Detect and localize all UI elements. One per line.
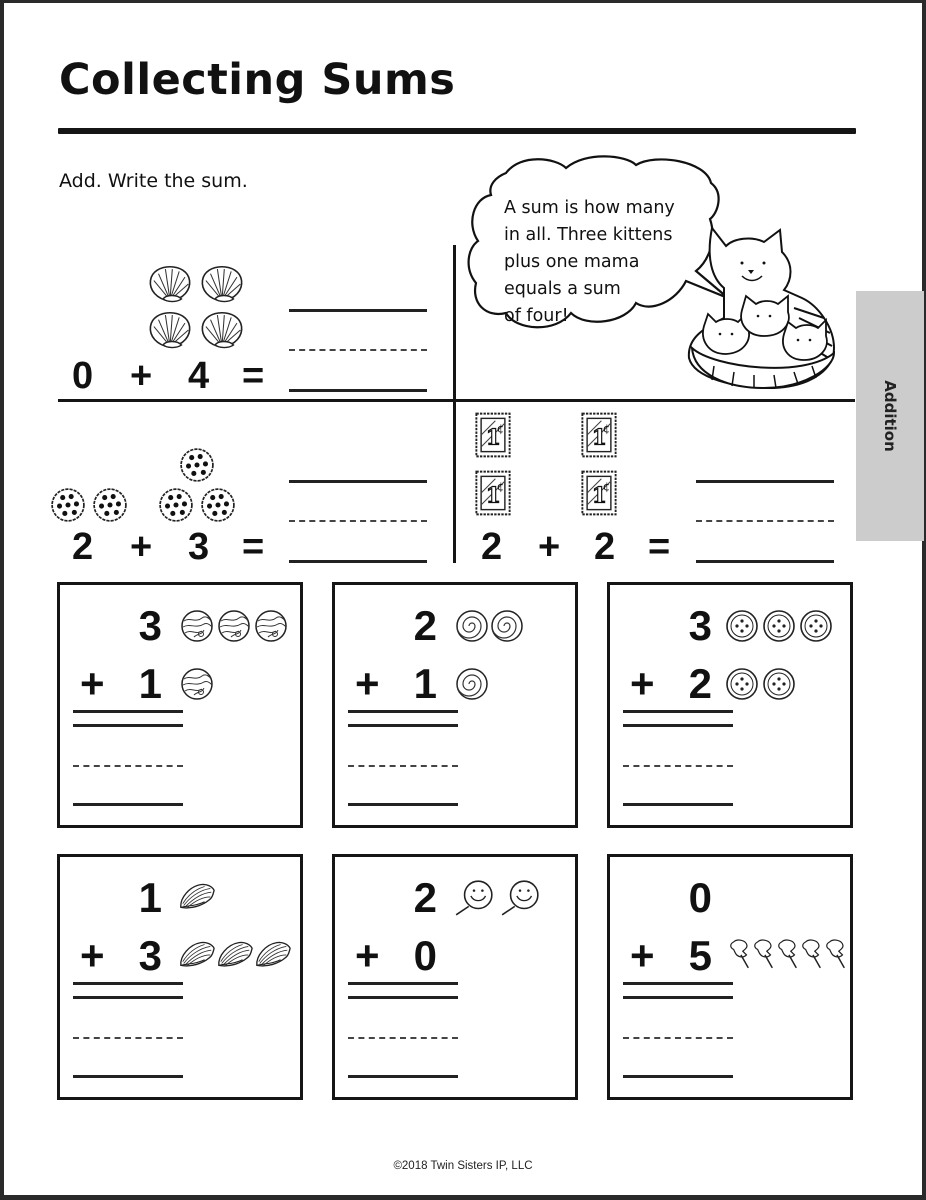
title-divider: [58, 128, 856, 134]
addend-b: 1: [413, 660, 437, 707]
addend-b-pictures: [725, 667, 796, 701]
speech-bubble-text: A sum is how many in all. Three kittens plus one mama equals a sum of four!: [504, 198, 675, 326]
smiley-lollipop-icon: [499, 879, 541, 917]
answer-line-top: [623, 996, 733, 999]
oyster-shell-icon: [178, 879, 216, 913]
mama-cat-with-three-kittens-icon: [684, 218, 854, 393]
plus-sign: +: [630, 932, 655, 979]
answer-line-mid: [289, 349, 427, 351]
section-divider-vertical: [453, 245, 456, 563]
addend-b: 4: [188, 355, 210, 397]
push-pin-icon: [728, 937, 752, 971]
answer-line-bottom[interactable]: [623, 1075, 733, 1078]
answer-line-mid: [348, 1037, 458, 1039]
problem-box-2: [332, 582, 578, 828]
addend-b-pictures: [180, 667, 214, 701]
answer-line-top: [348, 724, 458, 727]
addend-b: 3: [188, 526, 210, 568]
cookie-icon: [158, 487, 194, 523]
button-icon: [762, 667, 796, 701]
push-pin-icon: [776, 937, 800, 971]
answer-line-top: [696, 480, 834, 483]
scallop-shell-group: [147, 263, 247, 351]
answer-line-bottom[interactable]: [289, 560, 427, 563]
answer-line-bottom[interactable]: [73, 803, 183, 806]
instructions: Add. Write the sum.: [59, 170, 248, 192]
cookie-icon: [50, 487, 86, 523]
section-tab-label: Addition: [881, 380, 899, 452]
push-pin-icon: [752, 937, 776, 971]
addend-a: 3: [688, 602, 712, 649]
sum-bar: [73, 982, 183, 985]
scallop-shell-icon: [147, 309, 193, 351]
addend-b: 2: [688, 660, 712, 707]
answer-line-mid: [348, 765, 458, 767]
problem-box-6: [607, 854, 853, 1100]
addend-a: 2: [72, 526, 94, 568]
scallop-shell-icon: [147, 263, 193, 305]
addend-b-pictures: [728, 937, 848, 971]
answer-line-mid: [623, 765, 733, 767]
one-cent-stamp-icon: [580, 469, 618, 517]
answer-line-top: [623, 724, 733, 727]
swirl-candy-icon: [490, 609, 524, 643]
equals-sign: =: [648, 526, 671, 568]
one-cent-stamp-icon: [474, 411, 512, 459]
section-tab-addition: [856, 291, 924, 541]
addend-a-pictures: [725, 609, 833, 643]
plus-sign: +: [130, 526, 153, 568]
marble-icon: [180, 667, 214, 701]
addend-a-pictures: [455, 609, 524, 643]
plus-sign: +: [630, 660, 655, 707]
cookie-icon: [179, 447, 215, 483]
answer-line-top: [73, 724, 183, 727]
sum-bar: [73, 710, 183, 713]
addend-a: 2: [413, 874, 437, 921]
addend-b: 5: [688, 932, 712, 979]
answer-line-top: [289, 309, 427, 312]
page-title: Collecting Sums: [59, 55, 456, 105]
answer-line-bottom[interactable]: [696, 560, 834, 563]
smiley-lollipop-icon: [453, 879, 495, 917]
equals-sign: =: [242, 355, 265, 397]
push-pin-icon: [800, 937, 824, 971]
addend-a: 0: [72, 355, 94, 397]
equals-sign: =: [242, 526, 265, 568]
answer-line-mid: [289, 520, 427, 522]
sum-bar: [623, 710, 733, 713]
cookie-icon: [200, 487, 236, 523]
answer-line-bottom[interactable]: [623, 803, 733, 806]
problem-box-5: [332, 854, 578, 1100]
addend-a: 2: [413, 602, 437, 649]
oyster-shell-icon: [254, 937, 292, 971]
answer-line-top: [348, 996, 458, 999]
answer-line-top: [73, 996, 183, 999]
scallop-shell-icon: [199, 309, 245, 351]
plus-sign: +: [538, 526, 561, 568]
addend-b: 0: [413, 932, 437, 979]
marble-icon: [180, 609, 214, 643]
answer-line-mid: [696, 520, 834, 522]
addend-b: 1: [138, 660, 162, 707]
answer-line-bottom[interactable]: [348, 803, 458, 806]
addend-b: 2: [594, 526, 616, 568]
answer-line-bottom[interactable]: [348, 1075, 458, 1078]
answer-line-bottom[interactable]: [73, 1075, 183, 1078]
addend-a-pictures: [453, 879, 541, 917]
plus-sign: +: [80, 932, 105, 979]
sum-bar: [348, 710, 458, 713]
marble-icon: [254, 609, 288, 643]
push-pin-icon: [824, 937, 848, 971]
button-icon: [725, 609, 759, 643]
worksheet-page: [4, 3, 922, 1195]
button-icon: [762, 609, 796, 643]
button-icon: [799, 609, 833, 643]
answer-line-mid: [73, 1037, 183, 1039]
oyster-shell-icon: [216, 937, 254, 971]
scallop-shell-icon: [199, 263, 245, 305]
addend-a-pictures: [180, 609, 288, 643]
cookie-icon: [92, 487, 128, 523]
one-cent-stamp-icon: [474, 469, 512, 517]
plus-sign: +: [80, 660, 105, 707]
problem-box-1: [57, 582, 303, 828]
addend-b: 3: [138, 932, 162, 979]
addend-a: 0: [688, 874, 712, 921]
addend-a: 3: [138, 602, 162, 649]
addend-a-pictures: [178, 879, 216, 913]
plus-sign: +: [130, 355, 153, 397]
answer-line-top: [289, 480, 427, 483]
problem-box-3: [607, 582, 853, 828]
marble-icon: [217, 609, 251, 643]
answer-line-mid: [623, 1037, 733, 1039]
button-icon: [725, 667, 759, 701]
answer-line-mid: [73, 765, 183, 767]
oyster-shell-icon: [178, 937, 216, 971]
one-cent-stamp-icon: [580, 411, 618, 459]
problem-box-4: [57, 854, 303, 1100]
addend-b-pictures: [178, 937, 292, 971]
sum-bar: [348, 982, 458, 985]
answer-line-bottom[interactable]: [289, 389, 427, 392]
section-divider-horizontal: [58, 399, 855, 402]
sum-bar: [623, 982, 733, 985]
plus-sign: +: [355, 932, 380, 979]
swirl-candy-icon: [455, 609, 489, 643]
plus-sign: +: [355, 660, 380, 707]
addend-a: 1: [138, 874, 162, 921]
copyright-footer: ©2018 Twin Sisters IP, LLC: [393, 1160, 533, 1172]
swirl-candy-icon: [455, 667, 489, 701]
addend-a: 2: [481, 526, 503, 568]
addend-b-pictures: [455, 667, 489, 701]
